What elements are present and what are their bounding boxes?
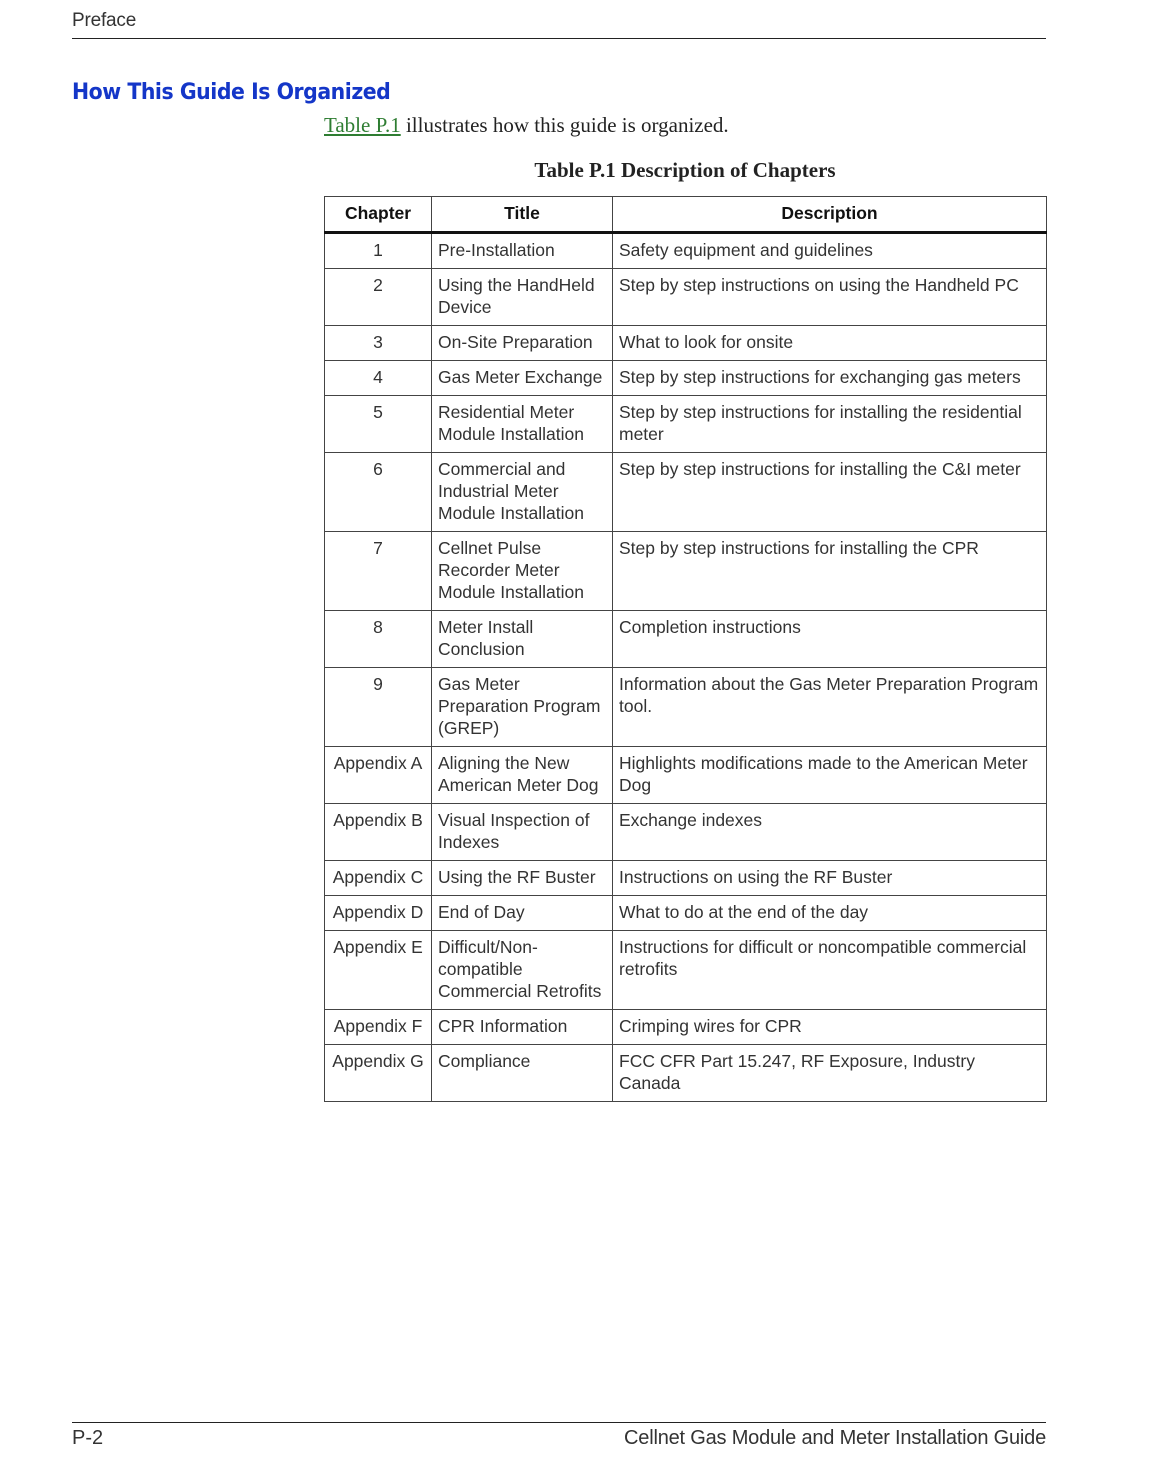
description-cell: Instructions for difficult or noncompatible commercial retrofits	[613, 931, 1047, 1010]
table-header-row	[325, 197, 1047, 233]
table-row	[325, 1045, 1047, 1102]
intro-paragraph	[324, 113, 729, 138]
title-cell: Difficult/Non-compatible Commercial Retrofits	[432, 931, 613, 1010]
description-cell: Completion instructions	[613, 611, 1047, 668]
column-header-description: Description	[613, 197, 1047, 233]
chapter-cell: Appendix D	[325, 896, 432, 931]
chapter-cell: 7	[325, 532, 432, 611]
description-cell: Step by step instructions for installing the residential meter	[613, 396, 1047, 453]
chapter-cell: Appendix G	[325, 1045, 432, 1102]
table-row	[325, 532, 1047, 611]
table-row	[325, 453, 1047, 532]
table-row	[325, 611, 1047, 668]
table-row	[325, 931, 1047, 1010]
header-section-label: Preface	[72, 10, 137, 31]
chapter-cell: Appendix A	[325, 747, 432, 804]
title-cell: Visual Inspection of Indexes	[432, 804, 613, 861]
title-cell: Aligning the New American Meter Dog	[432, 747, 613, 804]
description-cell: FCC CFR Part 15.247, RF Exposure, Industry Canada	[613, 1045, 1047, 1102]
chapter-cell: 1	[325, 233, 432, 269]
table-row	[325, 804, 1047, 861]
title-cell: Gas Meter Preparation Program (GREP)	[432, 668, 613, 747]
description-cell: Safety equipment and guidelines	[613, 233, 1047, 269]
chapter-cell: 2	[325, 269, 432, 326]
chapter-cell: 8	[325, 611, 432, 668]
table-row	[325, 326, 1047, 361]
table-row	[325, 233, 1047, 269]
table-row	[325, 396, 1047, 453]
chapter-cell: 9	[325, 668, 432, 747]
title-cell: Pre-Installation	[432, 233, 613, 269]
description-cell: What to do at the end of the day	[613, 896, 1047, 931]
chapter-cell: Appendix F	[325, 1010, 432, 1045]
description-cell: Step by step instructions on using the Handheld PC	[613, 269, 1047, 326]
title-cell: Compliance	[432, 1045, 613, 1102]
running-footer	[72, 1422, 1046, 1453]
table-row	[325, 1010, 1047, 1045]
running-header	[72, 8, 1046, 39]
chapters-table	[324, 196, 1047, 1102]
intro-text: illustrates how this guide is organized.	[400, 113, 729, 137]
description-cell: Information about the Gas Meter Preparation Program tool.	[613, 668, 1047, 747]
chapter-cell: 6	[325, 453, 432, 532]
page-number: P-2	[72, 1427, 104, 1449]
description-cell: Instructions on using the RF Buster	[613, 861, 1047, 896]
title-cell: Using the RF Buster	[432, 861, 613, 896]
description-cell: Exchange indexes	[613, 804, 1047, 861]
description-cell: Step by step instructions for exchanging gas meters	[613, 361, 1047, 396]
title-cell: Residential Meter Module Installation	[432, 396, 613, 453]
description-cell: Step by step instructions for installing the CPR	[613, 532, 1047, 611]
footer-guide-title: Cellnet Gas Module and Meter Installation Guide	[624, 1427, 1046, 1449]
title-cell: On-Site Preparation	[432, 326, 613, 361]
title-cell: End of Day	[432, 896, 613, 931]
table-row	[325, 747, 1047, 804]
chapter-cell: 3	[325, 326, 432, 361]
chapter-cell: Appendix E	[325, 931, 432, 1010]
description-cell: Highlights modifications made to the American Meter Dog	[613, 747, 1047, 804]
table-body	[325, 233, 1047, 1102]
column-header-title: Title	[432, 197, 613, 233]
description-cell: What to look for onsite	[613, 326, 1047, 361]
section-heading: How This Guide Is Organized	[72, 80, 391, 105]
table-row	[325, 361, 1047, 396]
table-row	[325, 896, 1047, 931]
table-row	[325, 668, 1047, 747]
table-row	[325, 269, 1047, 326]
title-cell: CPR Information	[432, 1010, 613, 1045]
description-cell: Crimping wires for CPR	[613, 1010, 1047, 1045]
title-cell: Using the HandHeld Device	[432, 269, 613, 326]
table-row	[325, 861, 1047, 896]
title-cell: Cellnet Pulse Recorder Meter Module Installation	[432, 532, 613, 611]
chapter-cell: Appendix B	[325, 804, 432, 861]
chapter-cell: 4	[325, 361, 432, 396]
title-cell: Meter Install Conclusion	[432, 611, 613, 668]
table-reference-link[interactable]: Table P.1	[324, 113, 401, 137]
chapter-cell: Appendix C	[325, 861, 432, 896]
table-caption: Table P.1 Description of Chapters	[534, 158, 836, 182]
column-header-chapter: Chapter	[325, 197, 432, 233]
title-cell: Commercial and Industrial Meter Module Installation	[432, 453, 613, 532]
chapter-cell: 5	[325, 396, 432, 453]
title-cell: Gas Meter Exchange	[432, 361, 613, 396]
description-cell: Step by step instructions for installing the C&I meter	[613, 453, 1047, 532]
